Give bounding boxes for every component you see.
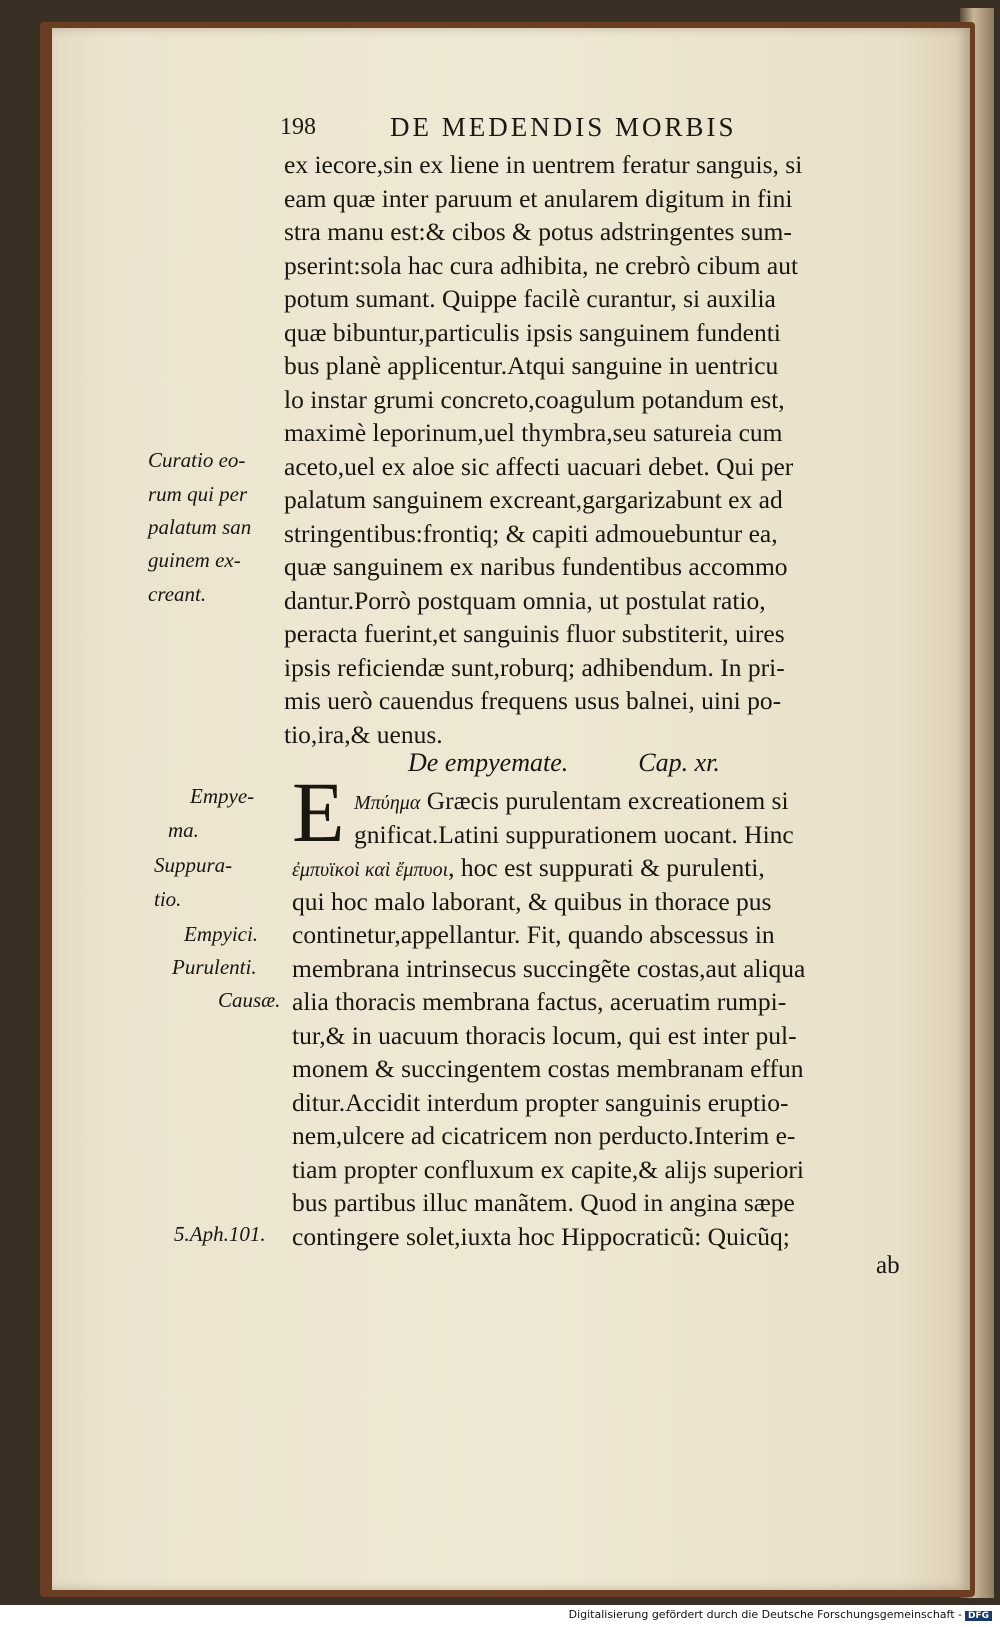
text-line: quæ sanguinem ex naribus fundentibus accommo bbox=[284, 552, 788, 581]
margin-note: Purulenti. bbox=[172, 955, 257, 979]
margin-note: guinem ex- bbox=[148, 548, 241, 572]
text-line: stra manu est:& cibos & potus adstringentes sum- bbox=[284, 217, 792, 246]
text-line: tiam propter confluxum ex capite,& alijs superiori bbox=[292, 1154, 804, 1184]
text-line: dantur.Porrò postquam omnia, ut postulat ratio, bbox=[284, 585, 766, 615]
chapter-heading bbox=[408, 748, 828, 778]
margin-note: Suppura- bbox=[154, 853, 233, 877]
text-line: ex iecore,sin ex liene in uentrem feratur sanguis, si bbox=[284, 150, 803, 179]
text-line bbox=[292, 784, 922, 818]
margin-note: tio. bbox=[154, 887, 182, 911]
text-line: tio,ira,& uenus. bbox=[284, 719, 443, 749]
text-line: quæ bibuntur,particulis ipsis sanguinem fundenti bbox=[284, 317, 781, 347]
text-line: palatum sanguinem excreant,gargarizabunt ex ad bbox=[284, 485, 783, 514]
greek-word: Μπύημα bbox=[354, 792, 421, 814]
text-line: pserint:sola hac cura adhibita, ne crebrò cibum aut bbox=[284, 250, 799, 280]
text-line: stringentibus:frontiq; & capiti admouebuntur ea, bbox=[284, 518, 778, 548]
paragraph-2 bbox=[292, 784, 922, 1253]
text-line: continetur,appellantur. Fit, quando abscessus in bbox=[292, 920, 775, 949]
margin-note: creant. bbox=[148, 582, 207, 606]
margin-note: Empyici. bbox=[184, 922, 259, 946]
text-line: tur,& in uacuum thoracis locum, qui est inter pul- bbox=[292, 1020, 797, 1050]
text-line: monem & succingentem costas membranam effun bbox=[292, 1054, 804, 1083]
text-line bbox=[292, 851, 922, 885]
text-line: peracta fuerint,et sanguinis fluor substiterit, uires bbox=[284, 619, 785, 648]
dfg-logo: DFG bbox=[965, 1611, 992, 1621]
text-line: gnificat.Latini suppurationem uocant. Hinc bbox=[354, 819, 794, 849]
margin-note: 5.Aph.101. bbox=[174, 1222, 266, 1246]
margin-note: palatum san bbox=[148, 515, 252, 539]
greek-phrase: ἐμπυϊκοὶ καὶ ἔμπυοι bbox=[292, 859, 449, 881]
text-line: aceto,uel ex aloe sic affecti uacuari debet. Qui per bbox=[284, 451, 794, 481]
text-line: lo instar grumi concreto,coagulum potandum est, bbox=[284, 384, 785, 414]
text-line: contingere solet,iuxta hoc Hippocraticũ: Quicũq; bbox=[292, 1221, 790, 1251]
margin-note: Empye- bbox=[190, 784, 255, 808]
chapter-number: Cap. xr. bbox=[638, 748, 720, 777]
credit-text: Digitalisierung gefördert durch die Deutsche Forschungsgemeinschaft - bbox=[568, 1608, 962, 1621]
folio-number: 198 bbox=[280, 114, 316, 140]
drop-capital: E bbox=[292, 764, 345, 860]
running-head bbox=[280, 112, 840, 152]
margin-note: rum qui per bbox=[148, 482, 248, 506]
digitization-credit bbox=[569, 1608, 992, 1621]
text-line: mis uerò cauendus frequens usus balnei, uini po- bbox=[284, 686, 782, 715]
running-title: DE MEDENDIS MORBIS bbox=[390, 112, 737, 142]
text-line: qui hoc malo laborant, & quibus in thorace pus bbox=[292, 886, 772, 916]
text-fragment: , hoc est suppurati & purulenti, bbox=[448, 853, 765, 882]
text-line: bus partibus illuc manãtem. Quod in angina sæpe bbox=[292, 1188, 795, 1217]
text-fragment: Græcis purulentam excreationem si bbox=[420, 786, 789, 815]
margin-note: ma. bbox=[168, 818, 199, 842]
text-line: ditur.Accidit interdum propter sanguinis eruptio- bbox=[292, 1087, 789, 1117]
text-line: alia thoracis membrana factus, aceruatim rumpi- bbox=[292, 987, 787, 1016]
text-line: bus planè applicentur.Atqui sanguine in uentricu bbox=[284, 351, 779, 380]
margin-note: Curatio eo- bbox=[148, 448, 246, 472]
text-line: eam quæ inter paruum et anularem digitum in fini bbox=[284, 183, 793, 213]
text-line: nem,ulcere ad cicatricem non perducto.Interim e- bbox=[292, 1121, 796, 1150]
text-line: maximè leporinum,uel thymbra,seu satureia cum bbox=[284, 418, 783, 447]
text-line: membrana intrinsecus succingẽte costas,aut aliqua bbox=[292, 953, 806, 983]
catchword: ab bbox=[876, 1252, 900, 1279]
paragraph-1 bbox=[284, 148, 924, 751]
margin-note: Causæ. bbox=[218, 988, 281, 1012]
chapter-title: De empyemate. bbox=[408, 748, 569, 777]
text-line: ipsis reficiendæ sunt,roburq; adhibendum. In pri- bbox=[284, 652, 785, 682]
text-line: potum sumant. Quippe facilè curantur, si auxilia bbox=[284, 284, 776, 313]
